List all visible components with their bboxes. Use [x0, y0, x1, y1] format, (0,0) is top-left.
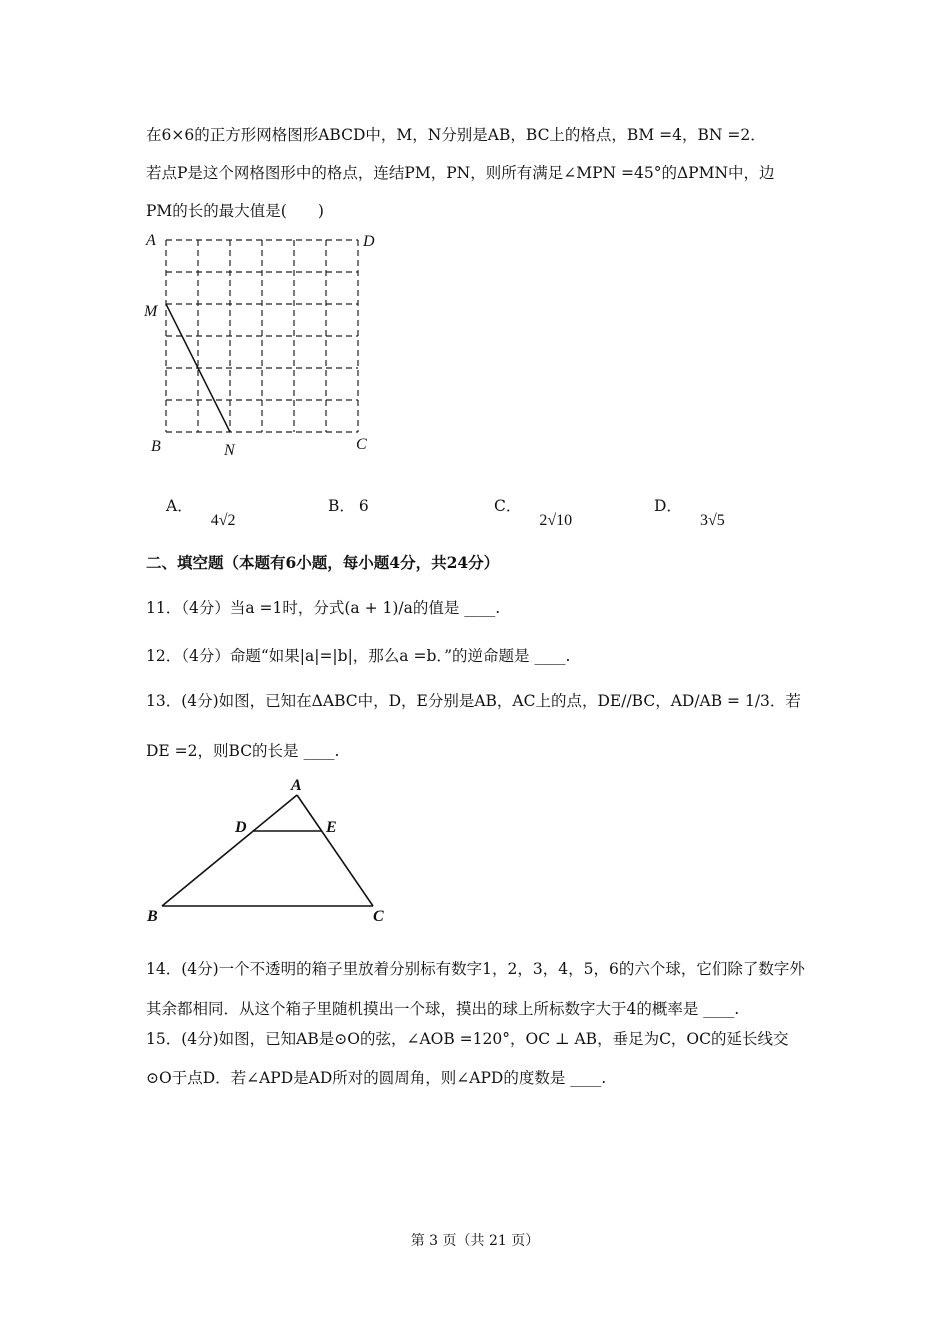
label-B: B — [151, 438, 161, 455]
label-N: N — [224, 442, 235, 459]
choice-b — [328, 494, 369, 516]
q12: 12．（4分）命题“如果|a|=|b|，那么a =b．”的逆命题是 ____. — [146, 647, 571, 665]
choice-c-key: C． — [494, 497, 522, 515]
choice-b-value: 6 — [358, 497, 369, 515]
choice-d-value: 3√5 — [699, 512, 725, 529]
segment-AC — [297, 795, 373, 906]
q10-line1: 在6×6的正方形网格图形ABCD中，M，N分别是AB，BC上的格点，BM =4，BN =2． — [146, 126, 766, 144]
choice-c-value: 2√10 — [539, 512, 573, 529]
triangle-figure — [140, 775, 400, 925]
choice-b-key: B． — [328, 497, 355, 515]
label-B: B — [147, 908, 158, 925]
choice-c — [494, 494, 573, 529]
segment-AB — [162, 795, 297, 906]
page-footer: 第 3 页（共 21 页） — [410, 1233, 540, 1249]
grid-figure — [140, 228, 400, 468]
q14-line2: 其余都相同．从这个箱子里随机摸出一个球，摸出的球上所标数字大于4的概率是 ____. — [146, 1000, 740, 1018]
label-D: D — [235, 819, 247, 836]
q14-line1: 14．(4分)一个不透明的箱子里放着分别标有数字1，2，3，4，5，6的六个球，它们除了数字外 — [146, 960, 805, 978]
q13-line1: 13．(4分)如图，已知在ΔABC中，D，E分别是AB，AC上的点，DE//BC，AD/AB = 1/3．若 — [146, 692, 801, 710]
choice-a — [166, 494, 236, 529]
choice-a-key: A． — [166, 497, 193, 515]
choice-d-key: D． — [654, 497, 682, 515]
q15-line1: 15．(4分)如图，已知AB是⊙O的弦，∠AOB =120°，OC ⊥ AB，垂足为C，OC的延长线交 — [146, 1030, 789, 1048]
q11: 11．（4分）当a =1时，分式(a + 1)/a的值是 ____. — [146, 599, 501, 617]
label-A: A — [146, 232, 156, 249]
choice-d — [654, 494, 725, 529]
label-C: C — [356, 436, 367, 453]
q10-line2: 若点P是这个网格图形中的格点，连结PM，PN，则所有满足∠MPN =45°的ΔPMN中，边 — [146, 164, 775, 182]
label-E: E — [326, 819, 337, 836]
choice-a-value: 4√2 — [210, 512, 236, 529]
label-A: A — [291, 777, 302, 794]
q10-line3: PM的长的最大值是( ) — [146, 202, 324, 220]
label-D: D — [363, 233, 375, 250]
q15-line2: ⊙O于点D．若∠APD是AD所对的圆周角，则∠APD的度数是 ____. — [146, 1069, 607, 1087]
section-heading: 二、填空题（本题有6小题，每小题4分，共24分） — [146, 553, 500, 572]
label-M: M — [144, 303, 158, 320]
q13-line2: DE =2，则BC的长是 ____. — [146, 742, 340, 760]
label-C: C — [373, 908, 384, 925]
